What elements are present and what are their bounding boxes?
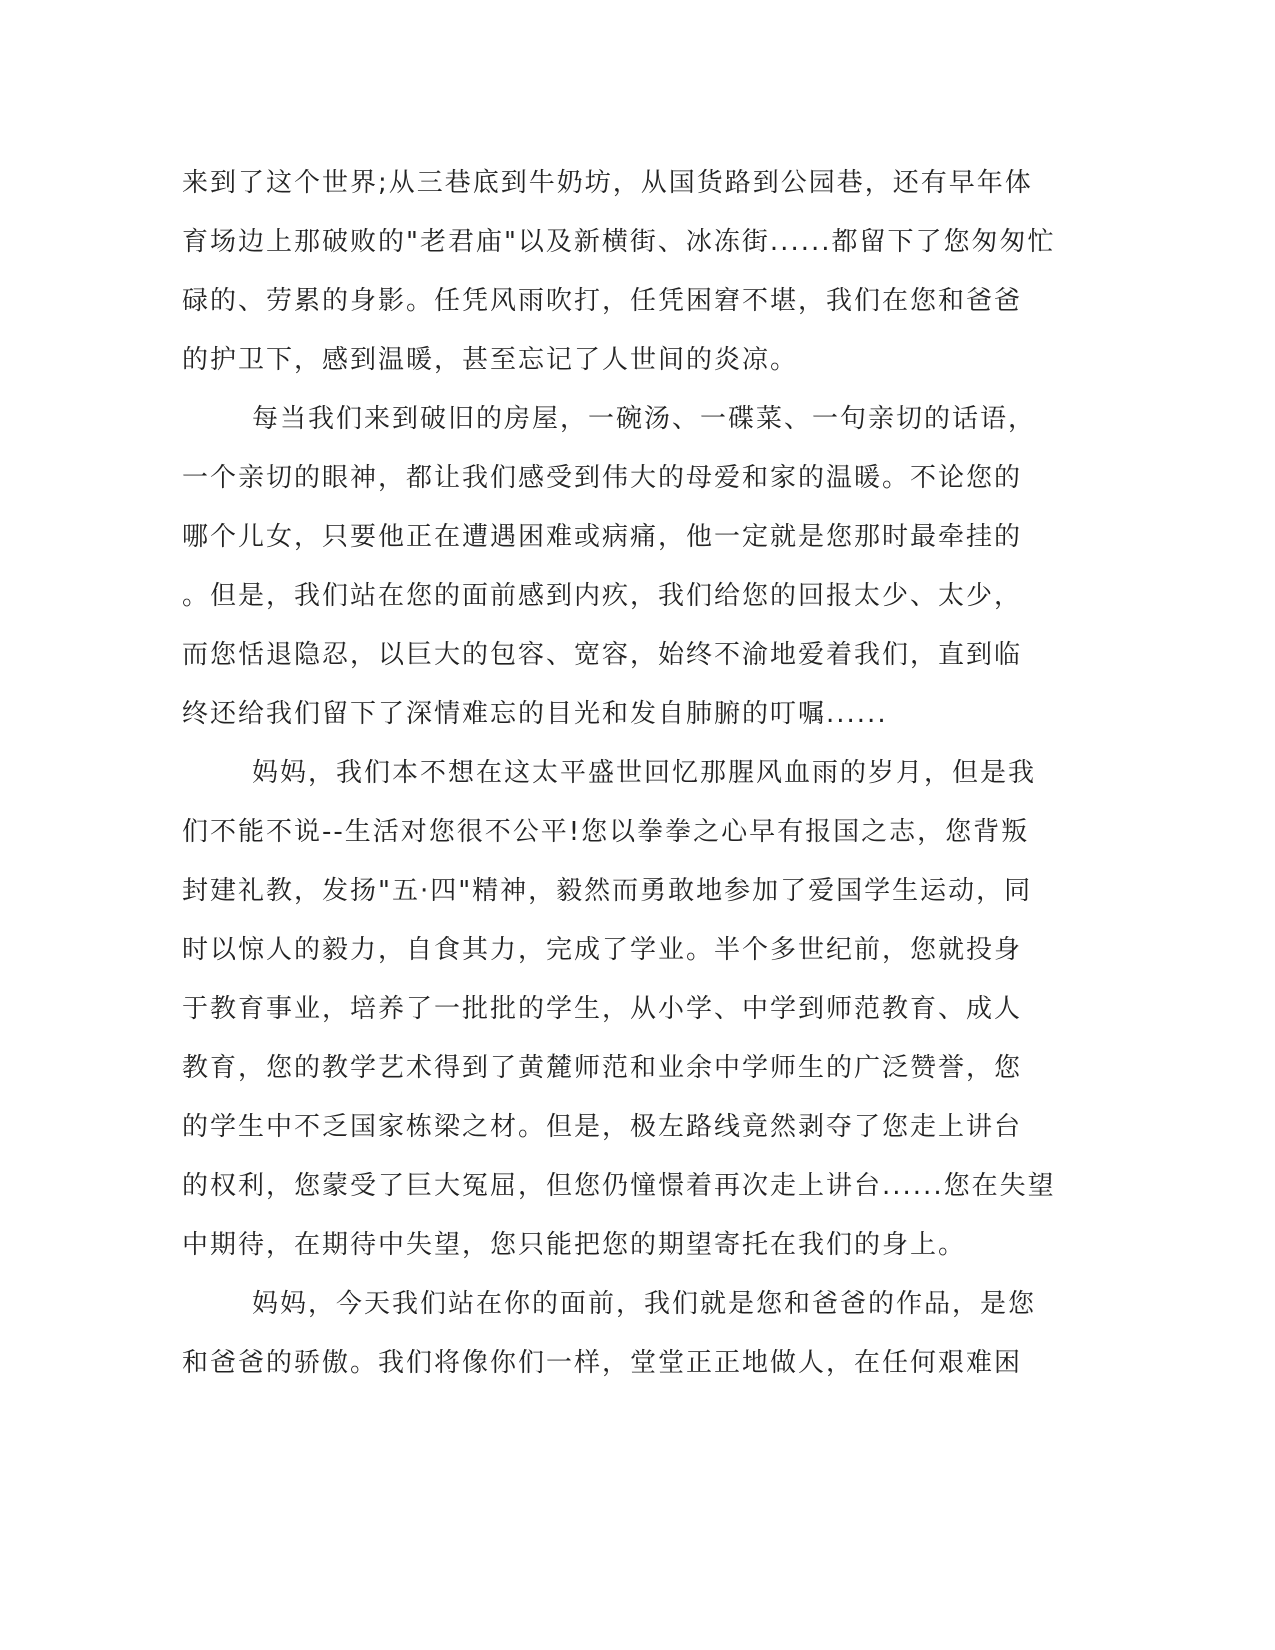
text-line: 碌的、劳累的身影。任凭风雨吹打，任凭困窘不堪，我们在您和爸爸	[182, 286, 1023, 316]
paragraph-start-line: 每当我们来到破旧的房屋，一碗汤、一碟菜、一句亲切的话语，	[252, 404, 1037, 434]
text-line: 的权利，您蒙受了巨大冤屈，但您仍憧憬着再次走上讲台......您在失望	[182, 1171, 1056, 1201]
text-line: 。但是，我们站在您的面前感到内疚，我们给您的回报太少、太少，	[182, 581, 1023, 611]
text-line: 的护卫下，感到温暖，甚至忘记了人世间的炎凉。	[182, 345, 799, 375]
text-line: 终还给我们留下了深情难忘的目光和发自肺腑的叮嘱......	[182, 699, 888, 729]
text-line: 哪个儿女，只要他正在遭遇困难或病痛，他一定就是您那时最牵挂的	[182, 522, 1023, 552]
text-line: 时以惊人的毅力，自食其力，完成了学业。半个多世纪前，您就投身	[182, 935, 1023, 965]
text-line: 和爸爸的骄傲。我们将像你们一样，堂堂正正地做人，在任何艰难困	[182, 1348, 1023, 1378]
text-line: 一个亲切的眼神，都让我们感受到伟大的母爱和家的温暖。不论您的	[182, 463, 1023, 493]
paragraph-start-line: 妈妈，今天我们站在你的面前，我们就是您和爸爸的作品，是您	[252, 1289, 1037, 1319]
text-line: 们不能不说--生活对您很不公平!您以拳拳之心早有报国之志，您背叛	[182, 817, 1030, 847]
text-line: 封建礼教，发扬"五·四"精神，毅然而勇敢地参加了爱国学生运动，同	[182, 876, 1033, 906]
text-line: 中期待，在期待中失望，您只能把您的期望寄托在我们的身上。	[182, 1230, 967, 1260]
text-line: 育场边上那破败的"老君庙"以及新横街、冰冻街......都留下了您匆匆忙	[182, 227, 1056, 257]
text-line: 来到了这个世界;从三巷底到牛奶坊，从国货路到公园巷，还有早年体	[182, 168, 1033, 198]
text-line: 的学生中不乏国家栋梁之材。但是，极左路线竟然剥夺了您走上讲台	[182, 1112, 1023, 1142]
body-text	[182, 154, 1056, 1393]
text-line: 而您恬退隐忍，以巨大的包容、宽容，始终不渝地爱着我们，直到临	[182, 640, 1023, 670]
paragraph-start-line: 妈妈，我们本不想在这太平盛世回忆那腥风血雨的岁月，但是我	[252, 758, 1037, 788]
text-line: 教育，您的教学艺术得到了黄麓师范和业余中学师生的广泛赞誉，您	[182, 1053, 1023, 1083]
text-line: 于教育事业，培养了一批批的学生，从小学、中学到师范教育、成人	[182, 994, 1023, 1024]
